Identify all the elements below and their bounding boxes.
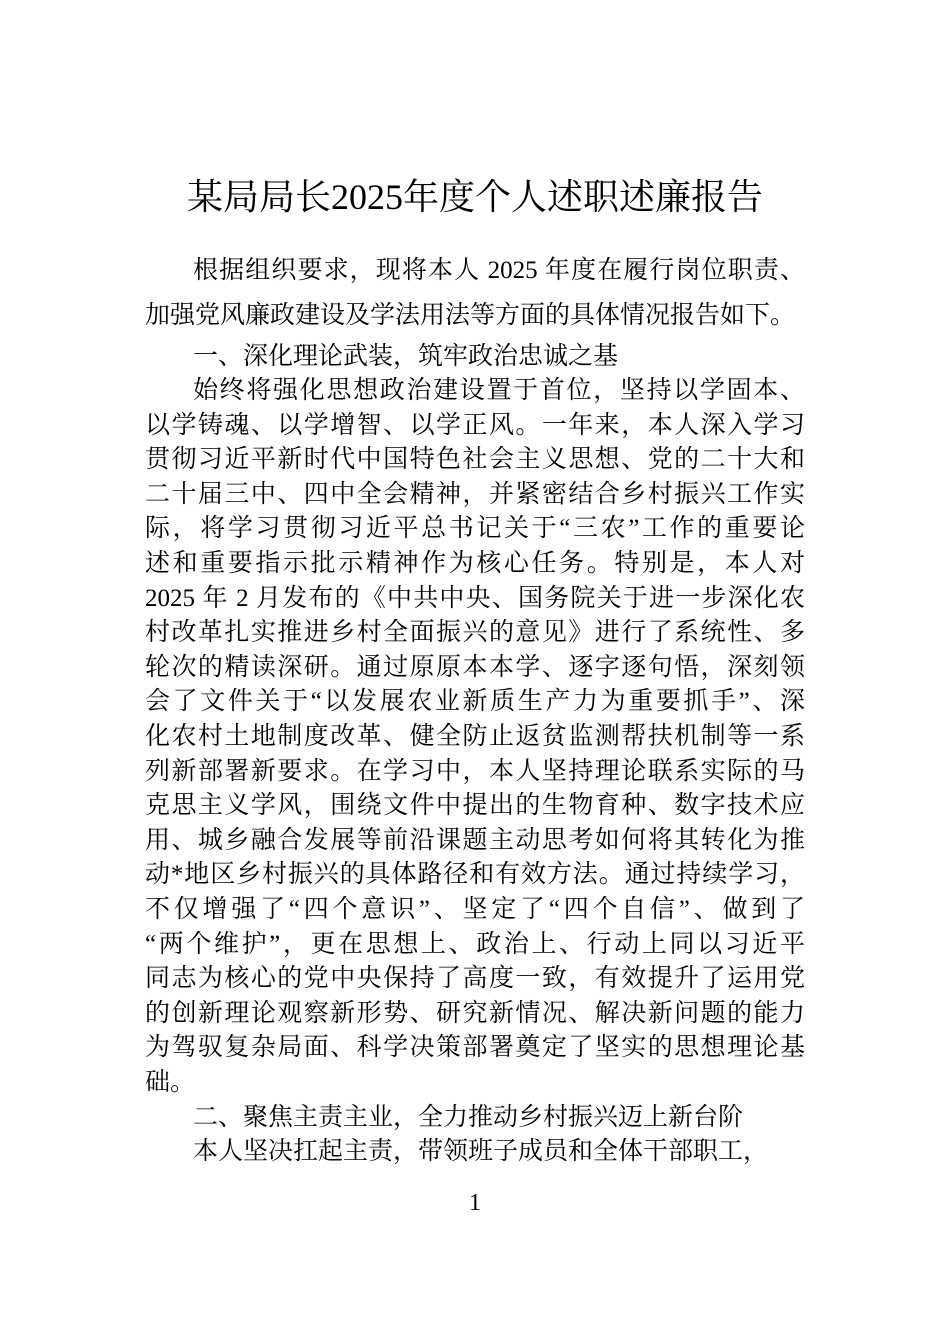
body-text-line: 用、城乡融合发展等前沿课题主动思考如何将其转化为推 [145, 826, 805, 854]
section-heading: 一、深化理论武装，筑牢政治忠诚之基 [193, 343, 619, 370]
body-text-line: 二十届三中、四中全会精神，并紧密结合乡村振兴工作实 [145, 480, 805, 508]
body-text-line: 村改革扎实推进乡村全面振兴的意见》进行了系统性、多 [145, 619, 805, 647]
body-text-line: 2025 年 2 月发布的《中共中央、国务院关于进一步深化农 [145, 584, 805, 612]
body-text-line: 列新部署新要求。在学习中，本人坚持理论联系实际的马 [145, 757, 805, 785]
body-text-line: 动*地区乡村振兴的具体路径和有效方法。通过持续学习， [145, 861, 805, 889]
body-text-line: 同志为核心的党中央保持了高度一致，有效提升了运用党 [145, 965, 805, 993]
body-text-line: 以学铸魂、以学增智、以学正风。一年来，本人深入学习 [145, 411, 805, 439]
body-text-line: 础。 [145, 1069, 196, 1096]
body-text-line: 本人坚决扛起主责，带领班子成员和全体干部职工， [193, 1138, 769, 1166]
section-heading: 二、聚焦主责主业，全力推动乡村振兴迈上新台阶 [193, 1103, 744, 1131]
body-text-line: 不仅增强了“四个意识”、坚定了“四个自信”、做到了 [145, 896, 805, 923]
body-text-line: 加强党风廉政建设及学法用法等方面的具体情况报告如下。 [145, 302, 796, 329]
body-text-line: 际，将学习贯彻习近平总书记关于“三农”工作的重要论 [145, 515, 805, 543]
body-text-line: 述和重要指示批示精神作为核心任务。特别是，本人对 [145, 550, 805, 577]
body-text-line: 会了文件关于“以发展农业新质生产力为重要抓手”、深 [145, 688, 805, 716]
page-number: 1 [469, 1190, 481, 1216]
body-text-line: 贯彻习近平新时代中国特色社会主义思想、党的二十大和 [145, 446, 805, 474]
document-title: 某局局长2025年度个人述职述廉报告 [186, 177, 763, 217]
body-text-line: 根据组织要求，现将本人 2025 年度在履行岗位职责、 [193, 257, 805, 284]
body-text-line: 的创新理论观察新形势、研究新情况、解决新问题的能力 [145, 999, 805, 1027]
body-text-line: 为驾驭复杂局面、科学决策部署奠定了坚实的思想理论基 [145, 1034, 805, 1062]
body-text-line: 始终将强化思想政治建设置于首位，坚持以学固本、 [193, 377, 805, 404]
body-text-line: 克思主义学风，围绕文件中提出的生物育种、数字技术应 [145, 792, 805, 820]
body-text-line: 化农村土地制度改革、健全防止返贫监测帮扶机制等一系 [145, 723, 805, 750]
body-text-line: “两个维护”，更在思想上、政治上、行动上同以习近平 [145, 930, 805, 958]
body-text-line: 轮次的精读深研。通过原原本本学、逐字逐句悟，深刻领 [145, 653, 805, 681]
